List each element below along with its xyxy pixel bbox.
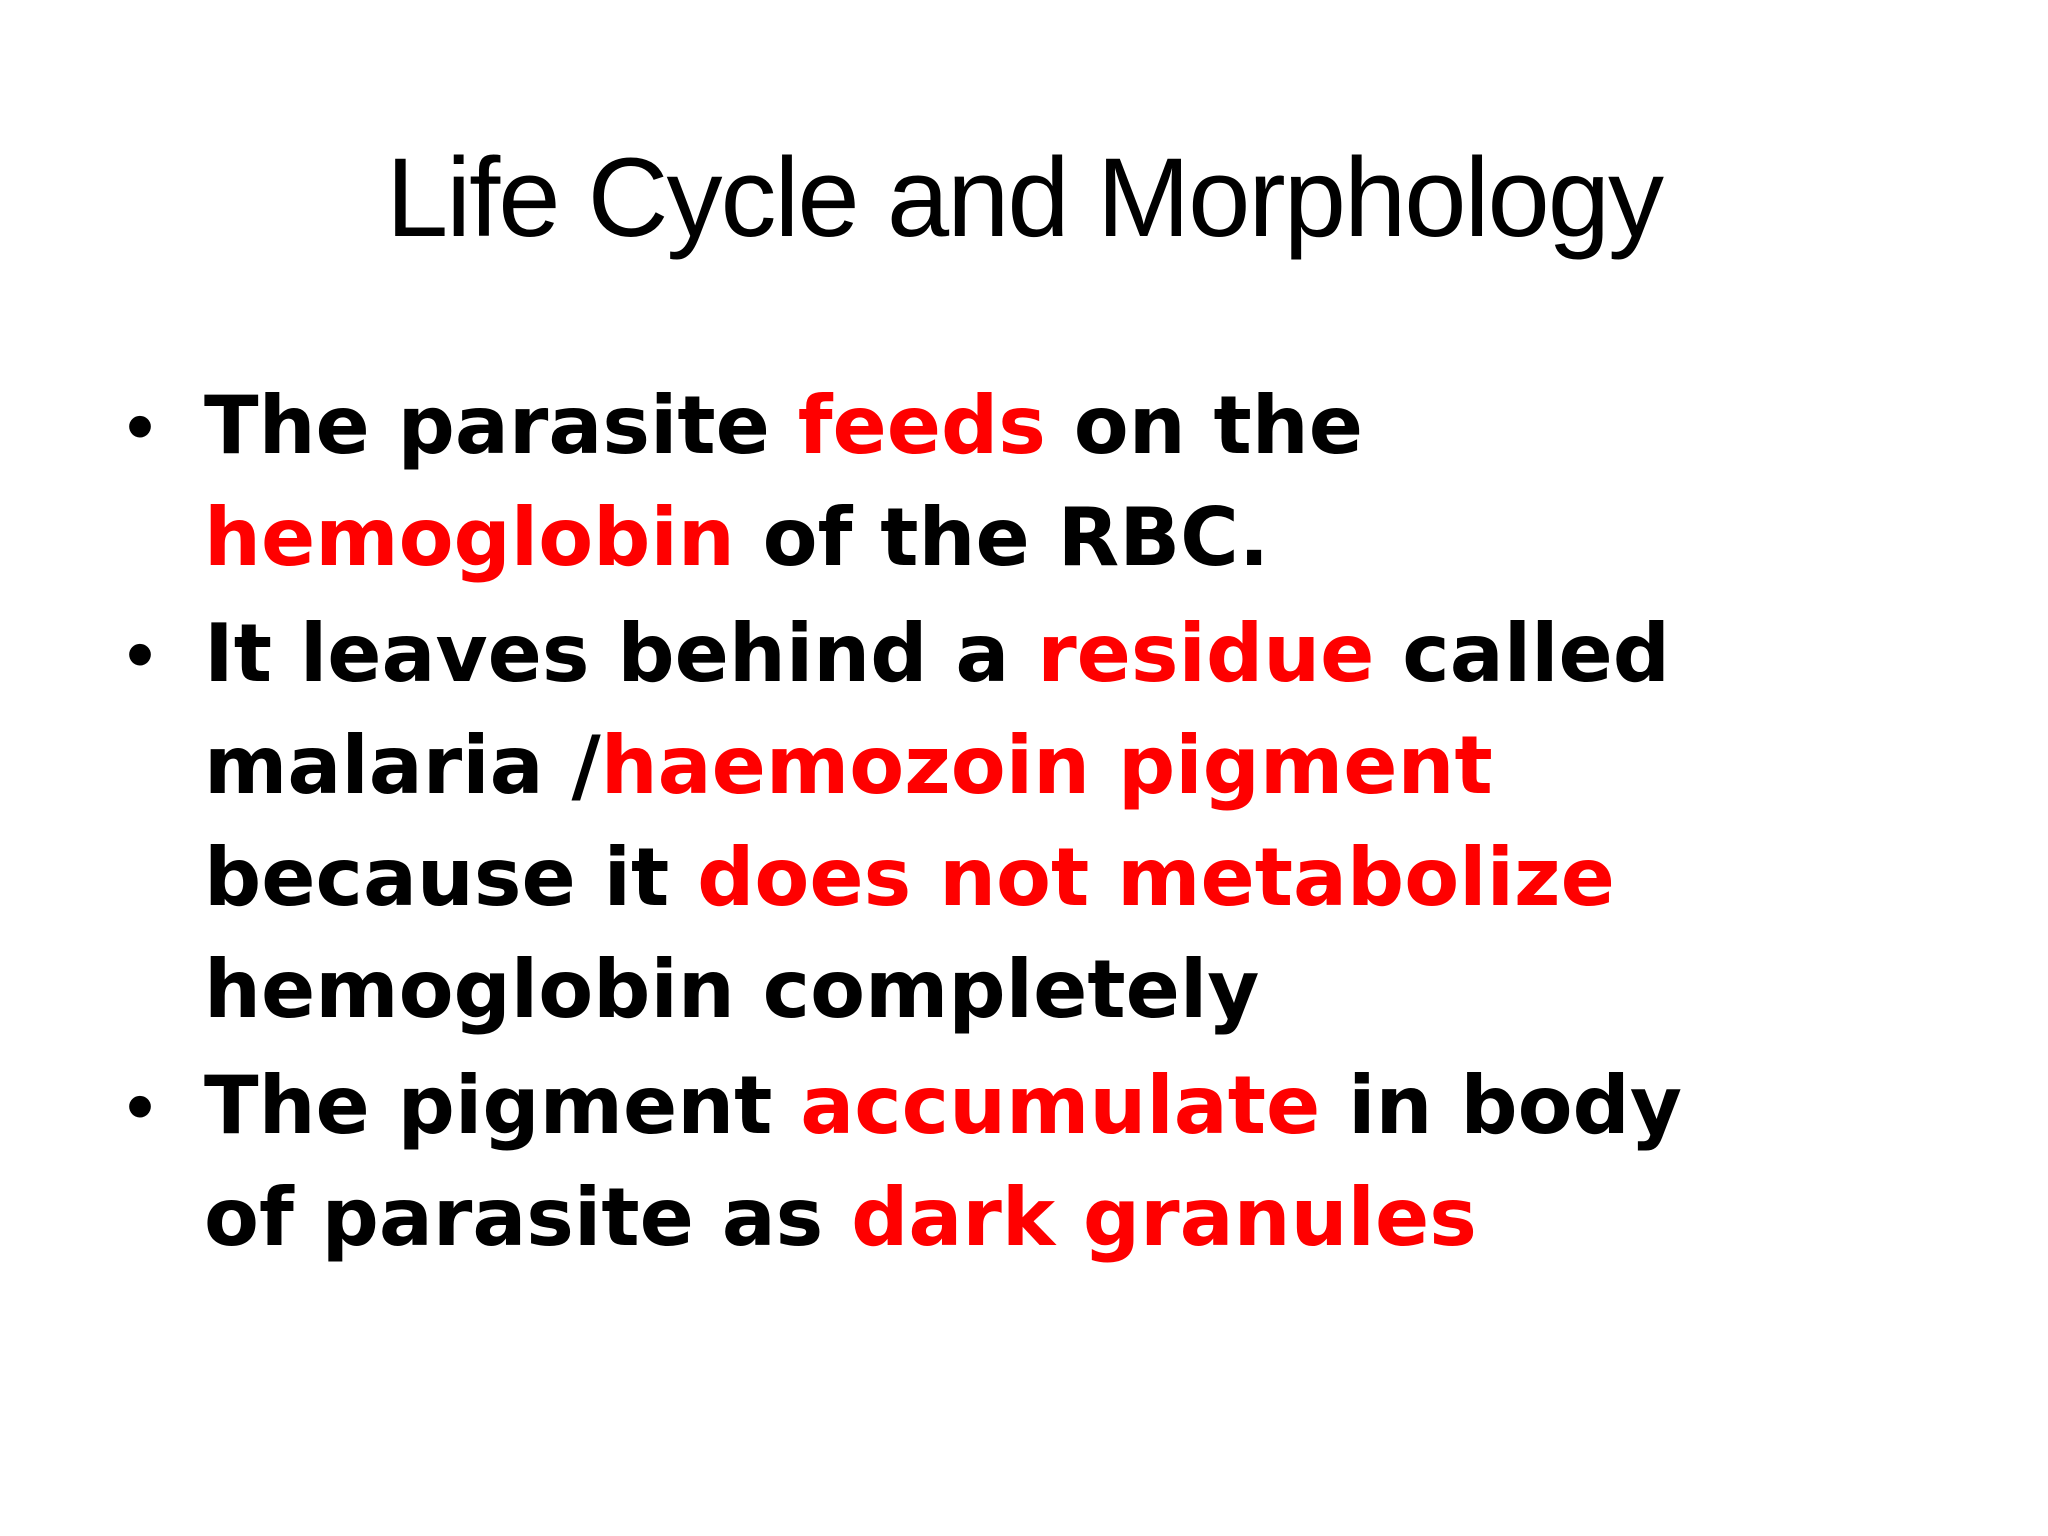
highlight-segment: residue <box>1037 607 1375 700</box>
text-segment: called <box>1374 607 1671 700</box>
bullet-2-line-1 <box>204 598 1920 710</box>
bullet-dot-icon: • <box>126 1061 155 1150</box>
highlight-segment: hemoglobin <box>204 491 735 584</box>
bullet-1-line-2 <box>204 482 1920 594</box>
bullet-2-line-4 <box>204 934 1920 1046</box>
bullet-item-1 <box>120 370 1920 594</box>
text-segment: of parasite as <box>204 1171 852 1264</box>
highlight-segment: feeds <box>797 379 1046 472</box>
text-segment: The pigment <box>204 1059 801 1152</box>
text-segment: of the RBC. <box>734 491 1270 584</box>
bullet-2-line-2 <box>204 710 1920 822</box>
bullet-dot-icon: • <box>126 609 155 698</box>
bullet-2-line-3 <box>204 822 1920 934</box>
text-segment: It leaves behind a <box>204 607 1038 700</box>
text-segment: because it <box>204 831 698 924</box>
bullet-3-line-2 <box>204 1162 1920 1274</box>
text-segment: on the <box>1045 379 1363 472</box>
bullet-list <box>120 370 1920 1278</box>
highlight-segment: does not metabolize <box>697 831 1615 924</box>
text-segment: hemoglobin completely <box>204 943 1260 1036</box>
highlight-segment: haemozoin pigment <box>600 719 1493 812</box>
bullet-1-line-1 <box>204 370 1920 482</box>
bullet-3-line-1 <box>204 1050 1920 1162</box>
text-segment: in body <box>1320 1059 1682 1152</box>
slide-title: Life Cycle and Morphology <box>385 135 1663 260</box>
text-segment: The parasite <box>204 379 798 472</box>
highlight-segment: dark granules <box>851 1171 1477 1264</box>
text-segment: malaria / <box>204 719 601 812</box>
bullet-item-3 <box>120 1050 1920 1274</box>
bullet-item-2 <box>120 598 1920 1046</box>
bullet-dot-icon: • <box>126 381 155 470</box>
highlight-segment: accumulate <box>800 1059 1321 1152</box>
